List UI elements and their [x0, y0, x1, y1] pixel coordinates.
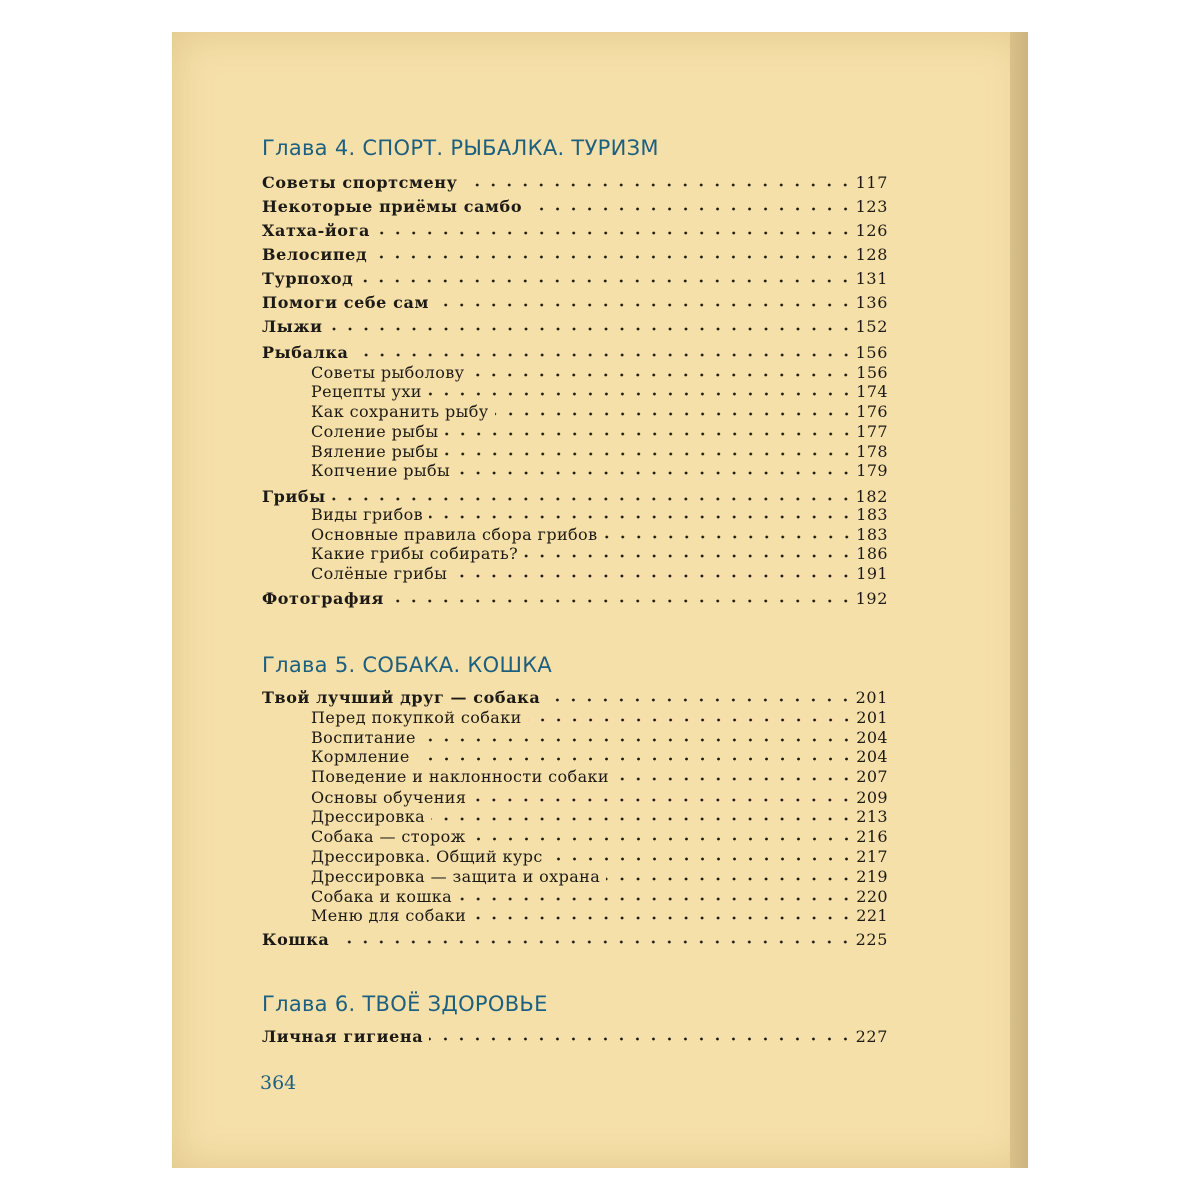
toc-subentry: Вяление рыбы 178 — [311, 442, 888, 461]
chapter-6-title: Глава 6. ТВОЁ ЗДОРОВЬЕ — [262, 992, 548, 1016]
toc-subentry: Перед покупкой собаки 201 — [311, 708, 888, 727]
toc-subentry: Дрессировка — защита и охрана 219 — [311, 867, 888, 886]
toc-subentry: Меню для собаки 221 — [311, 906, 888, 925]
page-number: 364 — [260, 1072, 297, 1094]
toc-entry: Лыжи 152 — [262, 317, 888, 336]
toc-entry: Грибы 182 — [262, 487, 888, 506]
toc-subentry: Солёные грибы 191 — [311, 564, 888, 583]
toc-subentry: Поведение и наклонности собаки 207 — [311, 767, 888, 786]
toc-entry: Помоги себе сам 136 — [262, 293, 888, 312]
toc-entry: Фотография 192 — [262, 589, 888, 608]
toc-entry: Хатха-йога 126 — [262, 221, 888, 240]
chapter-4-title: Глава 4. СПОРТ. РЫБАЛКА. ТУРИЗМ — [262, 136, 659, 160]
toc-entry: Советы спортсмену 117 — [262, 173, 888, 192]
toc-entry: Рыбалка 156 — [262, 343, 888, 362]
toc-subentry: Собака и кошка 220 — [311, 887, 888, 906]
chapter-5-title: Глава 5. СОБАКА. КОШКА — [262, 653, 553, 677]
toc-entry: Личная гигиена 227 — [262, 1027, 888, 1046]
toc-subentry: Дрессировка 213 — [311, 807, 888, 826]
toc-subentry: Рецепты ухи 174 — [311, 382, 888, 401]
toc-subentry: Как сохранить рыбу 176 — [311, 402, 888, 421]
toc-subentry: Советы рыболову 156 — [311, 363, 888, 382]
toc-subentry: Основные правила сбора грибов 183 — [311, 525, 888, 544]
toc-subentry: Соление рыбы 177 — [311, 422, 888, 441]
toc-entry: Турпоход 131 — [262, 269, 888, 288]
toc-entry: Кошка 225 — [262, 930, 888, 949]
toc-subentry: Собака — сторож 216 — [311, 827, 888, 846]
toc-entry: Твой лучший друг — собака 201 — [262, 688, 888, 707]
page-edge — [1010, 32, 1028, 1168]
toc-entry: Некоторые приёмы самбо 123 — [262, 197, 888, 216]
toc-subentry: Воспитание 204 — [311, 728, 888, 747]
toc-subentry: Какие грибы собирать? 186 — [311, 544, 888, 563]
toc-entry: Велосипед 128 — [262, 245, 888, 264]
toc-subentry: Виды грибов 183 — [311, 505, 888, 524]
toc-subentry: Дрессировка. Общий курс 217 — [311, 847, 888, 866]
toc-subentry: Копчение рыбы 179 — [311, 461, 888, 480]
toc-subentry: Основы обучения 209 — [311, 788, 888, 807]
toc-subentry: Кормление 204 — [311, 747, 888, 766]
